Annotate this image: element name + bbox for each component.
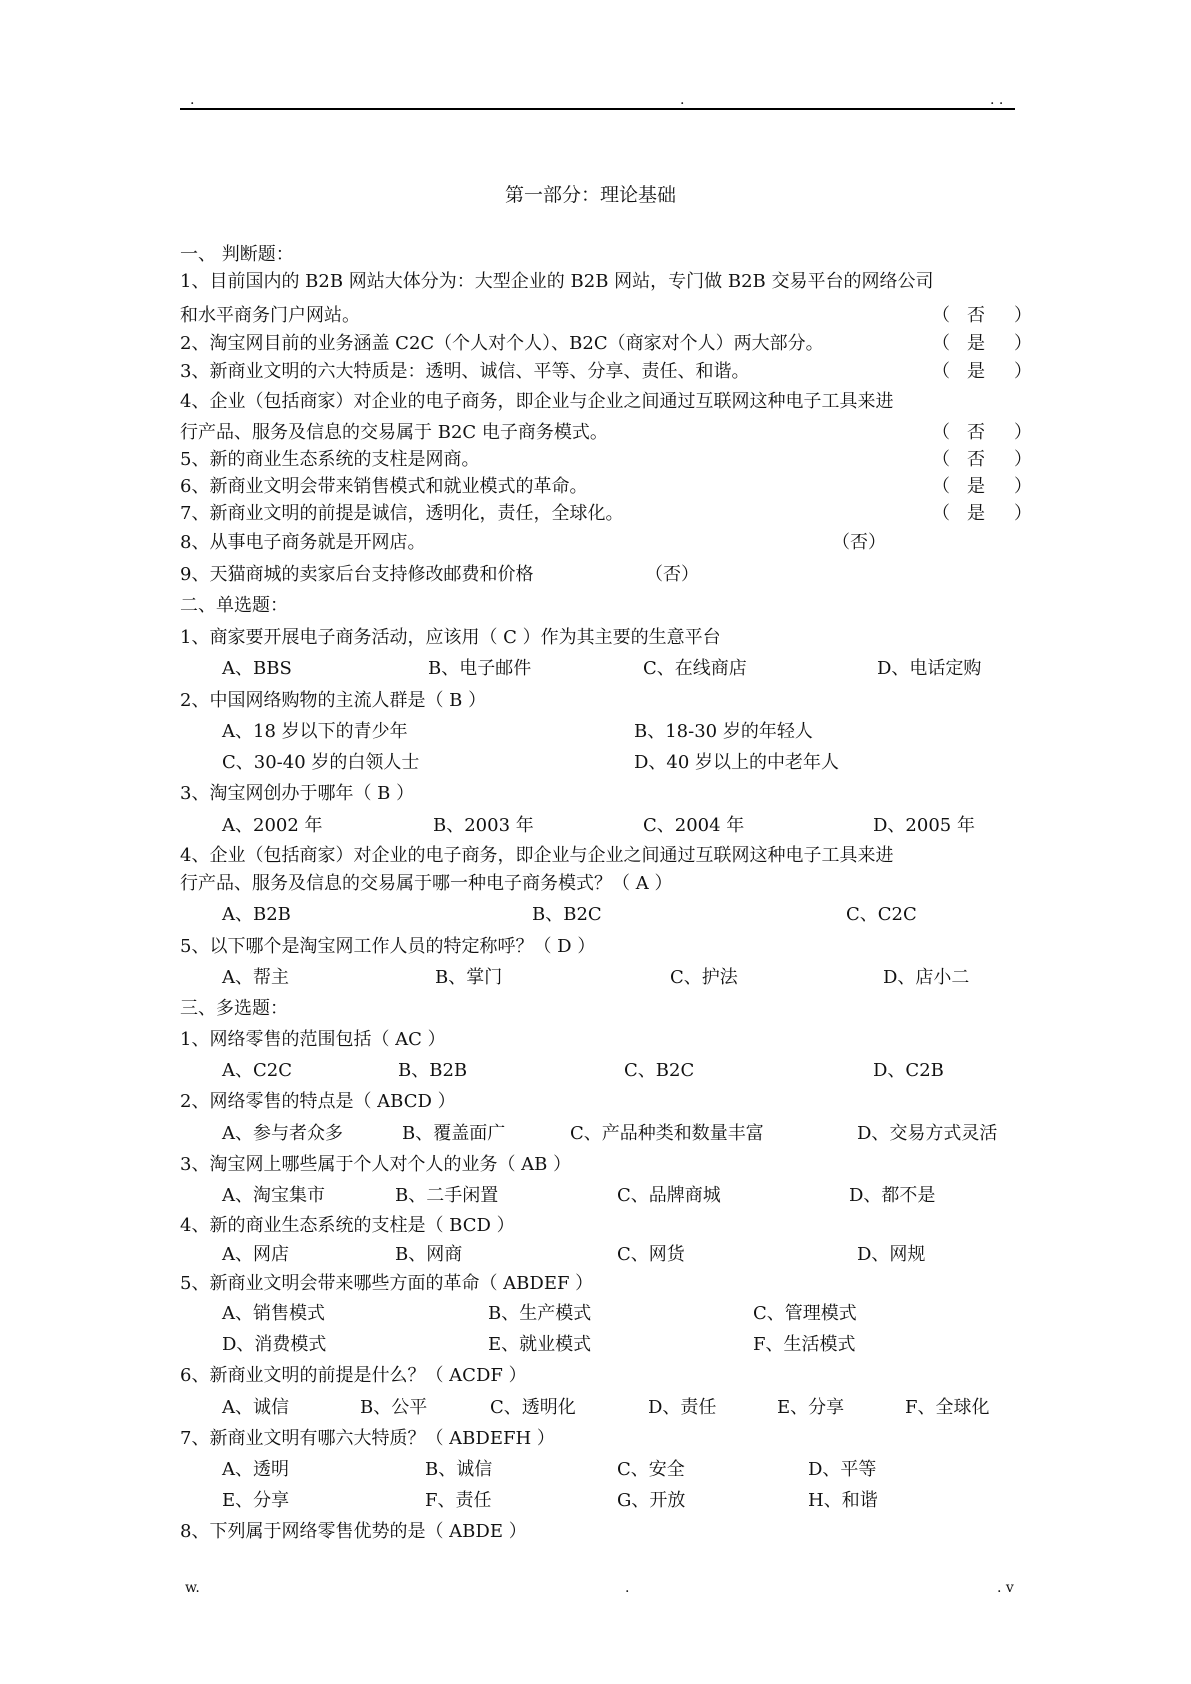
question-row: 和水平商务门户网站。 （ 否 ） [180, 303, 1025, 329]
option: C、产品种类和数量丰富 [570, 1123, 764, 1144]
answer-value: 是 [967, 503, 985, 524]
option: D、平等 [808, 1459, 877, 1480]
question-row: 2、淘宝网目前的业务涵盖 C2C（个人对个人）、B2C（商家对个人）两大部分。 （ 是 ） [180, 331, 1025, 357]
option: B、公平 [360, 1397, 428, 1418]
option: A、帮主 [222, 967, 289, 988]
option-row [180, 1121, 1025, 1147]
question-text: 1、网络零售的范围包括（ AC ） [180, 1029, 446, 1050]
question-row: 5、新的商业生态系统的支柱是网商。 （ 否 ） [180, 447, 1025, 473]
question-row: 3、新商业文明的六大特质是：透明、诚信、平等、分享、责任、和谐。 （ 是 ） [180, 359, 1025, 385]
option: F、全球化 [905, 1397, 990, 1418]
option: A、B2B [222, 904, 291, 925]
option: B、B2C [532, 904, 602, 925]
option: B、诚信 [425, 1459, 493, 1480]
option: C、透明化 [490, 1397, 576, 1418]
option: D、责任 [648, 1397, 717, 1418]
option-row [180, 1058, 1025, 1084]
option: C、30-40 岁的白领人士 [222, 752, 420, 773]
question-text: 2、网络零售的特点是（ ABCD ） [180, 1091, 456, 1112]
footer-right: . v [997, 1580, 1014, 1596]
option: C、C2C [846, 904, 917, 925]
option: C、品牌商城 [617, 1185, 721, 1206]
answer-value: 否 [967, 449, 985, 470]
page-title: 第一部分：理论基础 [505, 184, 677, 206]
question-text: 7、新商业文明的前提是诚信，透明化，责任，全球化。 [180, 503, 624, 524]
question-row [180, 562, 1025, 588]
question-text: 8、从事电子商务就是开网店。 [180, 532, 426, 553]
option: B、掌门 [435, 967, 503, 988]
option: C、在线商店 [643, 658, 747, 679]
question-text: 4、企业（包括商家）对企业的电子商务，即企业与企业之间通过互联网这种电子工具来进 [180, 391, 894, 412]
option-row [180, 813, 1025, 839]
option: D、交易方式灵活 [857, 1123, 998, 1144]
footer-left: w. [185, 1580, 200, 1596]
question-text: 7、新商业文明有哪六大特质？（ ABDEFH ） [180, 1428, 555, 1449]
header-dot: . [680, 92, 685, 108]
option: A、淘宝集市 [222, 1185, 325, 1206]
option: B、2003 年 [433, 815, 534, 836]
option: B、网商 [395, 1244, 463, 1265]
question-text: 5、以下哪个是淘宝网工作人员的特定称呼？（ D ） [180, 936, 596, 957]
option-row [180, 965, 1025, 991]
option: D、2005 年 [873, 815, 975, 836]
question-text: 5、新商业文明会带来哪些方面的革命（ ABDEF ） [180, 1273, 594, 1294]
option: A、C2C [222, 1060, 292, 1081]
question-text: 3、新商业文明的六大特质是：透明、诚信、平等、分享、责任、和谐。 [180, 361, 750, 382]
option: C、2004 年 [643, 815, 745, 836]
question-text: 8、下列属于网络零售优势的是（ ABDE ） [180, 1521, 527, 1542]
section-heading: 三、多选题： [180, 998, 288, 1019]
option-row [180, 1488, 1025, 1514]
option-row [180, 1301, 1025, 1327]
option: A、透明 [222, 1459, 289, 1480]
question-text: 2、淘宝网目前的业务涵盖 C2C（个人对个人）、B2C（商家对个人）两大部分。 [180, 333, 824, 354]
page-footer [180, 1578, 1015, 1598]
option: B、18-30 岁的年轻人 [634, 721, 813, 742]
question-row: 行产品、服务及信息的交易属于 B2C 电子商务模式。 （ 否 ） [180, 420, 1025, 446]
question-text: 行产品、服务及信息的交易属于 B2C 电子商务模式。 [180, 422, 608, 443]
question-text: 和水平商务门户网站。 [180, 305, 360, 326]
option: D、消费模式 [222, 1334, 327, 1355]
option: C、B2C [624, 1060, 695, 1081]
option: B、二手闲置 [395, 1185, 499, 1206]
question-text: 6、新商业文明的前提是什么？（ ACDF ） [180, 1365, 527, 1386]
question-text: 2、中国网络购物的主流人群是（ B ） [180, 690, 487, 711]
option: A、销售模式 [222, 1303, 325, 1324]
title-row [180, 182, 1025, 208]
option: E、分享 [777, 1397, 845, 1418]
option: E、就业模式 [488, 1334, 592, 1355]
page-header [180, 90, 1015, 110]
answer-value: 是 [967, 476, 985, 497]
option: B、电子邮件 [428, 658, 532, 679]
question-row [180, 530, 1025, 556]
option: D、C2B [873, 1060, 944, 1081]
question-row: 6、新商业文明会带来销售模式和就业模式的革命。 （ 是 ） [180, 474, 1025, 500]
section-heading: 一、 判断题： [180, 244, 294, 265]
option-row [180, 719, 1025, 745]
question-text: 3、淘宝网上哪些属于个人对个人的业务（ AB ） [180, 1154, 572, 1175]
question-text: 9、天猫商城的卖家后台支持修改邮费和价格 [180, 564, 534, 585]
option: C、网货 [617, 1244, 685, 1265]
option: A、参与者众多 [222, 1123, 343, 1144]
option: C、管理模式 [753, 1303, 857, 1324]
option: E、分享 [222, 1490, 290, 1511]
answer-mark: （否） [832, 532, 886, 553]
option: A、网店 [222, 1244, 289, 1265]
question-text: 4、新的商业生态系统的支柱是（ BCD ） [180, 1215, 515, 1236]
option: F、责任 [425, 1490, 492, 1511]
option: D、都不是 [849, 1185, 936, 1206]
question-text: 5、新的商业生态系统的支柱是网商。 [180, 449, 480, 470]
option: B、生产模式 [488, 1303, 592, 1324]
answer-value: 是 [967, 333, 985, 354]
header-dot: . . [990, 92, 1004, 108]
answer-value: 是 [967, 361, 985, 382]
option: G、开放 [617, 1490, 686, 1511]
answer-value: 否 [967, 305, 985, 326]
option: C、护法 [670, 967, 738, 988]
option: A、诚信 [222, 1397, 289, 1418]
option-row [180, 1395, 1025, 1421]
option: A、BBS [222, 658, 292, 679]
question-text: 1、商家要开展电子商务活动，应该用（ C ）作为其主要的生意平台 [180, 627, 721, 648]
footer-center: . [625, 1580, 630, 1596]
option-row [180, 1242, 1025, 1268]
option: A、18 岁以下的青少年 [222, 721, 408, 742]
option: B、B2B [398, 1060, 468, 1081]
answer-mark: （否） [645, 564, 699, 585]
option: D、网规 [857, 1244, 926, 1265]
question-text: 3、淘宝网创办于哪年（ B ） [180, 783, 415, 804]
option-row [180, 902, 1025, 928]
question-text: 4、企业（包括商家）对企业的电子商务，即企业与企业之间通过互联网这种电子工具来进 [180, 845, 894, 866]
question-text: 1、目前国内的 B2B 网站大体分为：大型企业的 B2B 网站，专门做 B2B 交易平台的网络公司 [180, 271, 934, 292]
option-row [180, 656, 1025, 682]
section-heading: 二、单选题： [180, 595, 288, 616]
header-dot: . [190, 92, 195, 108]
option: H、和谐 [808, 1490, 878, 1511]
option: D、电话定购 [877, 658, 982, 679]
option: C、安全 [617, 1459, 685, 1480]
option-row [180, 750, 1025, 776]
option-row [180, 1332, 1025, 1358]
question-row: 7、新商业文明的前提是诚信，透明化，责任，全球化。 （ 是 ） [180, 501, 1025, 527]
option: B、覆盖面广 [402, 1123, 506, 1144]
header-rule [180, 108, 1015, 110]
answer-value: 否 [967, 422, 985, 443]
option-row [180, 1183, 1025, 1209]
question-text: 行产品、服务及信息的交易属于哪一种电子商务模式？（ A ） [180, 873, 673, 894]
option: F、生活模式 [753, 1334, 856, 1355]
option: D、店小二 [883, 967, 970, 988]
option-row [180, 1457, 1025, 1483]
option: D、40 岁以上的中老年人 [634, 752, 840, 773]
option: A、2002 年 [222, 815, 323, 836]
question-text: 6、新商业文明会带来销售模式和就业模式的革命。 [180, 476, 588, 497]
